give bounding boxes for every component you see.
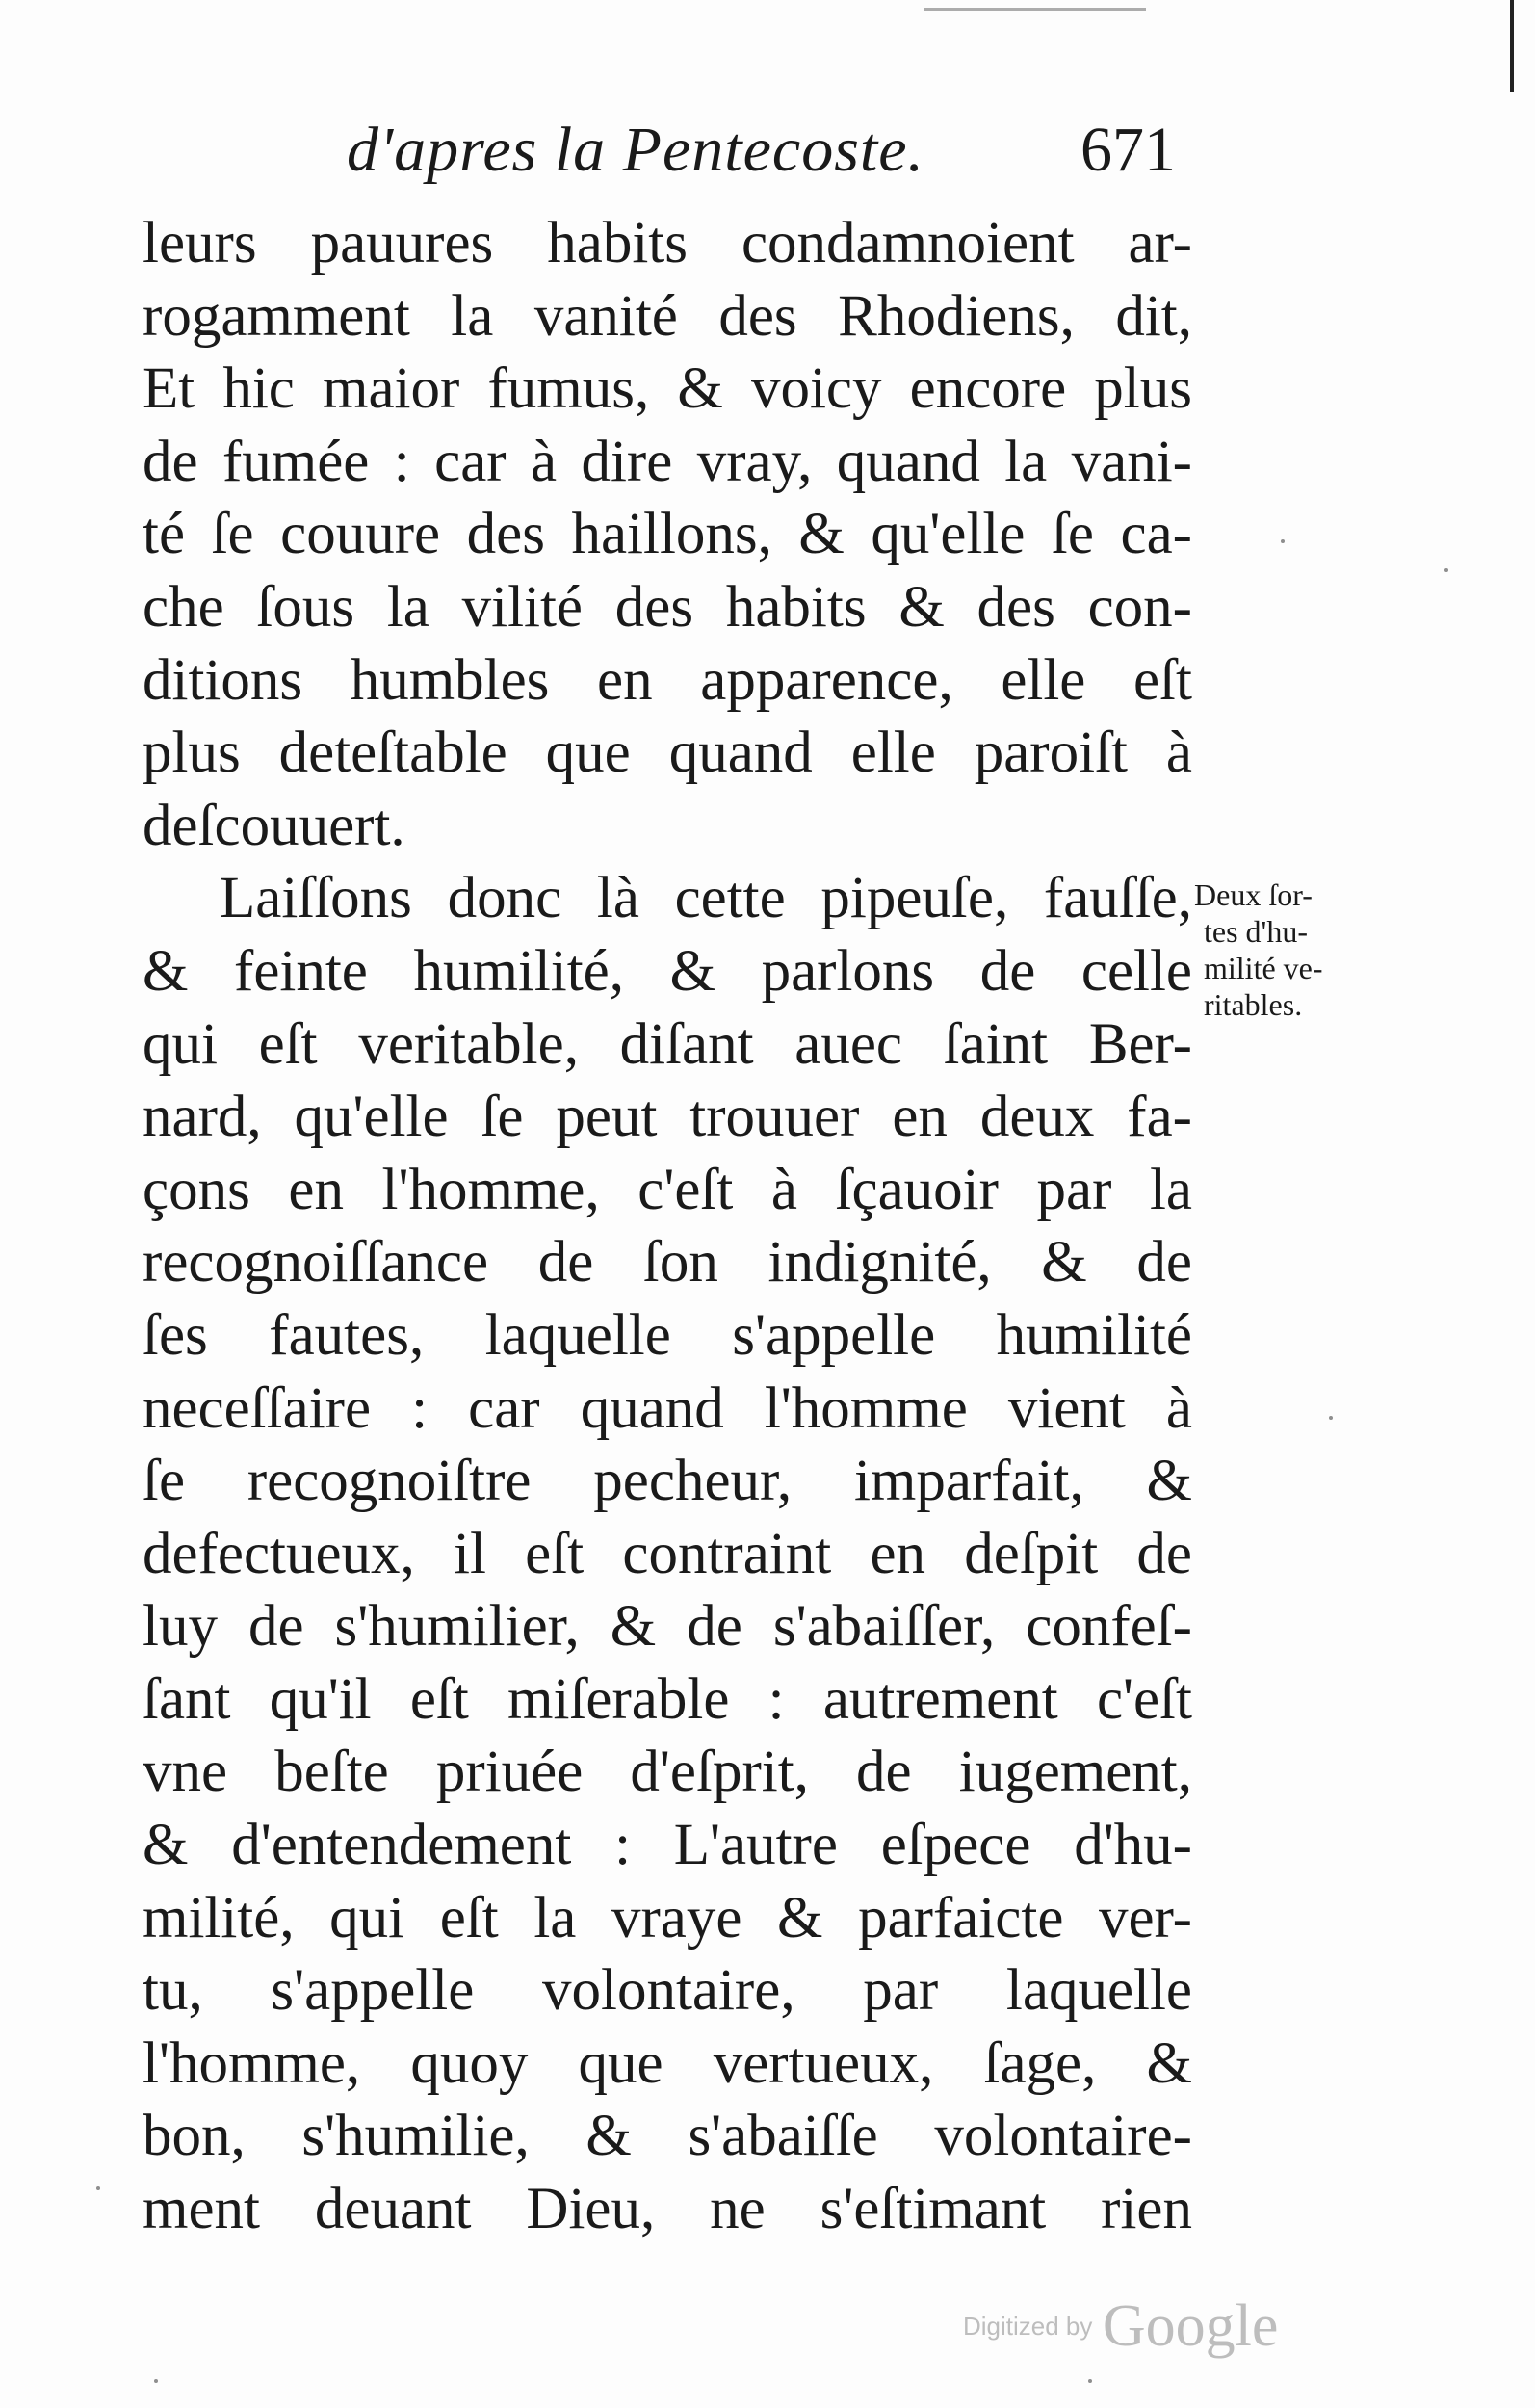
text-line: ſe recognoiſtre pecheur, imparfait, & [143, 1449, 1192, 1514]
text-line: qui eſt veritable, diſant auec ſaint Ber- [143, 1011, 1192, 1077]
marginal-note-line: tes d'hu- [1204, 914, 1308, 949]
text-line: nard, qu'elle ſe peut trouuer en deux fa- [143, 1085, 1192, 1150]
marginal-note-line: milité ve- [1204, 951, 1323, 985]
scan-speck [1444, 568, 1448, 572]
text-line: rogamment la vanité des Rhodiens, dit, [143, 283, 1192, 349]
text-line: deſcouuert. [143, 793, 405, 858]
marginal-note [1194, 877, 1387, 1023]
running-title: d'apres la Pentecoste. [347, 115, 925, 185]
text-line: milité, qui eſt la vraye & parfaicte ver- [143, 1885, 1192, 1950]
text-line: l'homme, quoy que vertueux, ſage, & [143, 2030, 1192, 2096]
text-line: ment deuant Dieu, ne s'eſtimant rien [143, 2177, 1192, 2242]
top-edge-marks [924, 0, 1146, 11]
marginal-note-line: ritables. [1204, 987, 1303, 1022]
page-edge-rule [1510, 0, 1514, 92]
paragraph-start-line: Laiſſons donc là cette pipeuſe, fauſſe, [220, 866, 1192, 931]
text-line: neceſſaire : car quand l'homme vient à [143, 1375, 1192, 1441]
body-text [143, 207, 1192, 2246]
scan-speck [1329, 1416, 1333, 1420]
text-line: vne beſte priuée d'eſprit, de iugement, [143, 1740, 1192, 1805]
text-line: bon, s'humilie, & s'abaiſſe volontaire- [143, 2104, 1192, 2169]
text-line: çons en l'homme, c'eſt à ſçauoir par la [143, 1157, 1192, 1222]
text-line: che ſous la vilité des habits & des con- [143, 574, 1192, 640]
text-line: Et hic maior fumus, & voicy encore plus [143, 356, 1192, 422]
text-line: ſes fautes, laquelle s'appelle humilité [143, 1302, 1192, 1368]
text-line: recognoiſſance de ſon indignité, & de [143, 1230, 1192, 1296]
scan-speck [96, 2186, 100, 2190]
google-logo: Google [1102, 2293, 1279, 2359]
scan-speck [1281, 539, 1285, 543]
digitized-by-google-watermark [963, 2292, 1278, 2361]
scan-speck [154, 2379, 158, 2383]
text-line: & d'entendement : L'autre eſpece d'hu- [143, 1813, 1192, 1878]
watermark-prefix: Digitized by [963, 2312, 1093, 2341]
text-line: luy de s'humilier, & de s'abaiſſer, confeſ- [143, 1594, 1192, 1660]
marginal-note-line: Deux ſor- [1194, 877, 1313, 912]
text-line: defectueux, il eſt contraint en deſpit de [143, 1521, 1192, 1586]
text-line: té ſe couure des haillons, & qu'elle ſe ca- [143, 502, 1192, 567]
text-line: ditions humbles en apparence, elle eſt [143, 647, 1192, 713]
page-number: 671 [1080, 115, 1176, 185]
text-line: plus deteſtable que quand elle paroiſt à [143, 720, 1192, 786]
scan-speck [1088, 2379, 1092, 2383]
text-line: leurs pauures habits condamnoient ar- [143, 211, 1192, 275]
text-line: tu, s'appelle volontaire, par laquelle [143, 1958, 1192, 2024]
text-line: & feinte humilité, & parlons de celle [143, 938, 1192, 1004]
text-line: de fumée : car à dire vray, quand la vani- [143, 429, 1192, 494]
text-line: ſant qu'il eſt miſerable : autrement c'eſt [143, 1666, 1192, 1732]
